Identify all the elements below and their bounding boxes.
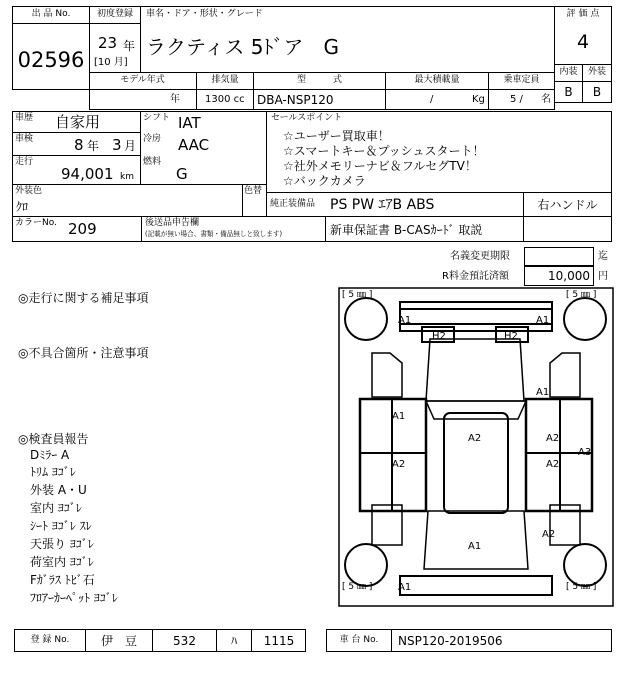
recolor-label: 色替 xyxy=(244,186,263,196)
inspector-item: 外装 A・U xyxy=(30,483,87,497)
sales-points-label: セールスポイント xyxy=(271,113,343,123)
tyre-rear-left xyxy=(345,544,387,586)
displacement-value: 1300 cc xyxy=(205,94,245,105)
plate-kana: ﾊ xyxy=(230,634,237,648)
tyre-depth-br: [ 5 ㎜ ] xyxy=(566,582,597,592)
mileage-unit: km xyxy=(120,172,134,182)
max-load-label: 最大積載量 xyxy=(414,75,460,85)
capacity-unit: 名 xyxy=(541,94,551,105)
sales-point: ☆ユーザー買取車！ xyxy=(283,129,390,143)
mileage-label: 走行 xyxy=(15,157,34,167)
recycle-unit: 円 xyxy=(598,271,608,282)
first-reg-year: 23 xyxy=(98,34,118,52)
tyre-depth-tr: [ 5 ㎜ ] xyxy=(566,290,597,300)
color-label: 外装色 xyxy=(15,186,43,196)
sales-point: ☆社外メモリーナビ＆フルセグTV！ xyxy=(283,159,477,173)
model-code: DBA-NSP120 xyxy=(257,93,334,107)
exterior-label: 外装 xyxy=(587,67,606,77)
fuel-value: G xyxy=(176,165,188,183)
mark-headlight-right: H2 xyxy=(504,331,518,342)
name-change-label: 名義変更期限 xyxy=(450,251,510,262)
inspection-label: 車検 xyxy=(15,134,34,144)
tailgate xyxy=(424,511,528,569)
mark-tailgate: A1 xyxy=(468,541,482,552)
color-no-label: カラーNo. xyxy=(15,218,57,228)
model-year-unit: 年 xyxy=(170,94,180,105)
plate-class: 532 xyxy=(173,634,196,648)
mark-right-front-door: A2 xyxy=(546,433,560,444)
plate-label: 登 録 No. xyxy=(30,635,70,645)
first-reg-year-unit: 年 xyxy=(123,39,136,53)
windshield xyxy=(426,401,526,419)
inspector-item: ﾌﾛｱｰｶｰﾍﾟｯﾄ ﾖｺﾞﾚ xyxy=(30,591,118,605)
car-name: ラクティス 5ﾄﾞア G xyxy=(146,35,339,59)
defects-label: ◎不具合箇所・注意事項 xyxy=(18,346,149,360)
inspector-item: 天張り ﾖｺﾞﾚ xyxy=(30,537,94,551)
chassis-number: NSP120-2019506 xyxy=(398,634,503,648)
mark-front-bumper-right: A1 xyxy=(536,315,550,326)
tyre-rear-right xyxy=(564,544,606,586)
inspection-month: 3 xyxy=(112,136,122,154)
car-name-label: 車名・ドア・形状・グレード xyxy=(146,9,263,19)
mark-right-quarter: A3 xyxy=(578,447,592,458)
right-fender xyxy=(550,353,580,397)
model-code-label: 型 式 xyxy=(296,75,342,85)
mark-right-fender: A1 xyxy=(536,387,550,398)
equipment-value: PS PW ｴｱB ABS xyxy=(330,197,435,213)
chassis-label: 車 台 No. xyxy=(339,635,379,645)
tyre-front-right xyxy=(564,298,606,340)
mileage-value: 94,001 xyxy=(61,165,114,183)
max-load-unit: Kg xyxy=(472,94,485,105)
interior-label: 内装 xyxy=(559,67,578,77)
front-bumper-lines xyxy=(400,309,552,324)
history-label: 車歴 xyxy=(15,113,34,123)
mark-rear-bumper: A1 xyxy=(398,582,412,593)
equipment-label: 純正装備品 xyxy=(270,199,316,209)
displacement-label: 排気量 xyxy=(211,75,239,85)
inspection-month-unit: 月 xyxy=(124,139,137,153)
exterior-grade: B xyxy=(592,85,602,99)
color-no-value: 209 xyxy=(68,220,97,238)
docs-blank-box xyxy=(523,216,612,242)
max-load-value: / xyxy=(430,94,434,105)
inspector-item: Fｶﾞﾗｽ ﾄﾋﾞ石 xyxy=(30,573,95,587)
tyre-depth-bl: [ 5 ㎜ ] xyxy=(342,582,373,592)
model-year-label: モデル年式 xyxy=(120,75,165,85)
first-reg-month: [10 月] xyxy=(94,57,128,68)
recycle-value: 10,000 xyxy=(548,269,590,283)
docs-label: 後送品申告欄 xyxy=(145,218,200,228)
interior-grade: B xyxy=(564,85,573,99)
capacity-value: 5 / xyxy=(510,94,523,105)
color-cell xyxy=(12,184,267,217)
mark-headlight-left: H2 xyxy=(432,331,446,342)
first-reg-label: 初度登録 xyxy=(96,9,133,19)
shift-label: シフト xyxy=(143,113,171,123)
color-value: ｸﾛ xyxy=(16,200,29,214)
inspector-item: Dﾐﾗｰ A xyxy=(30,448,70,462)
score-value: 4 xyxy=(576,31,590,53)
ac-label: 冷房 xyxy=(143,134,162,144)
rear-bumper-outline xyxy=(400,576,552,595)
shift-value: IAT xyxy=(178,114,201,132)
car-damage-diagram xyxy=(338,287,614,607)
mark-roof: A2 xyxy=(468,433,482,444)
inspector-item: ﾄﾘﾑ ﾖｺﾞﾚ xyxy=(30,465,76,479)
inspector-item: 室内 ﾖｺﾞﾚ xyxy=(30,501,82,515)
docs-value: 新車保証書 B-CASｶｰﾄﾞ 取説 xyxy=(330,223,483,237)
handle-value: 右ハンドル xyxy=(537,198,598,212)
sales-point: ☆バックカメラ xyxy=(283,174,366,188)
lot-number-label: 出 品 No. xyxy=(31,9,71,19)
docs-note: (記載が無い場合、書類・備品無しと致します) xyxy=(145,230,283,238)
recycle-label: R料金預託済額 xyxy=(442,271,509,282)
mark-left-rear-door: A2 xyxy=(392,459,406,470)
inspection-year: 8 xyxy=(74,136,84,154)
mark-right-rear-door: A2 xyxy=(546,459,560,470)
plate-number: 1115 xyxy=(263,634,295,648)
running-notes-label: ◎走行に関する補足事項 xyxy=(18,291,149,305)
plate-region: 伊 豆 xyxy=(100,634,137,648)
history-value: 自家用 xyxy=(55,113,101,131)
hood xyxy=(426,339,524,401)
fuel-label: 燃料 xyxy=(143,157,162,167)
name-change-unit: 迄 xyxy=(598,251,608,262)
score-label: 評 価 点 xyxy=(566,9,600,19)
ac-value: AAC xyxy=(178,136,210,154)
name-change-box xyxy=(524,247,594,266)
capacity-label: 乗車定員 xyxy=(503,75,540,85)
roof xyxy=(444,413,508,513)
inspector-item: ｼｰﾄ ﾖｺﾞﾚ ｽﾚ xyxy=(30,519,92,533)
mark-left-front-door: A1 xyxy=(392,411,406,422)
inspector-item: 荷室内 ﾖｺﾞﾚ xyxy=(30,555,94,569)
sales-point: ☆スマートキー＆プッシュスタート！ xyxy=(283,144,485,158)
mark-right-rear-fender: A2 xyxy=(542,529,556,540)
inspector-report-label: ◎検査員報告 xyxy=(18,432,89,446)
mark-front-bumper-left: A1 xyxy=(398,315,412,326)
lot-number: 02596 xyxy=(17,48,85,72)
inspection-year-unit: 年 xyxy=(87,139,100,153)
tyre-front-left xyxy=(345,298,387,340)
left-fender xyxy=(372,353,402,397)
tyre-depth-tl: [ 5 ㎜ ] xyxy=(342,290,373,300)
